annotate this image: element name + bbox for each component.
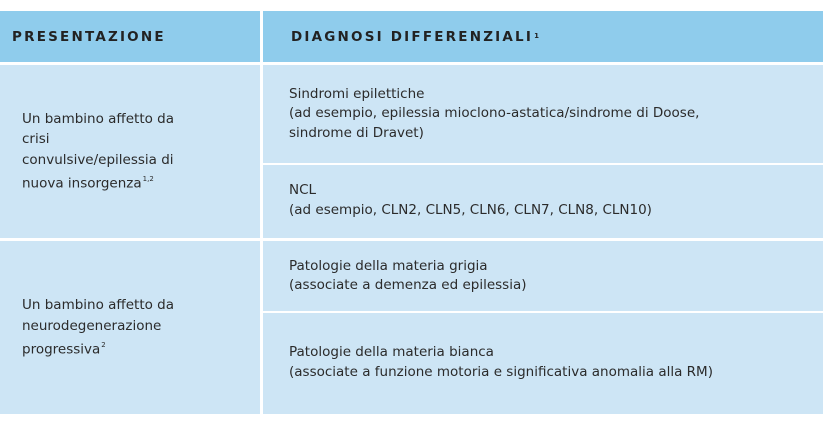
diagnoses-column xyxy=(260,65,823,238)
diagnosis-cell: Patologie della materia bianca (associate a funzione motoria e significativa anomalia alla RM) xyxy=(263,311,823,412)
differential-diagnosis-table xyxy=(0,11,823,414)
diagnosis-cell: Patologie della materia grigia (associate a demenza ed epilessia) xyxy=(289,257,527,293)
presentation-cell: Un bambino affetto da neurodegenerazione progressiva$^2$ xyxy=(22,297,175,358)
diagnosis-title: Sindromi epilettiche xyxy=(289,85,425,102)
footnote-ref: 1 xyxy=(534,31,539,40)
diagnosis-cell: Sindromi epilettiche (ad esempio, epilessia mioclono-astatica/sindrome di Doose, sindrome di Dravet) xyxy=(289,85,700,141)
header-presentation: PRESENTAZIONE xyxy=(12,28,166,45)
diagnosis-title: Patologie della materia grigia xyxy=(289,257,488,274)
presentation-cell: Un bambino affetto da crisi convulsive/epilessia di nuova insorgenza$^{1,2}$ xyxy=(22,110,175,192)
table-row-group xyxy=(0,65,823,238)
diagnosis-title: NCL xyxy=(289,182,317,198)
diagnosis-cell: NCL (ad esempio, CLN2, CLN5, CLN6, CLN7, CLN8, CLN10) xyxy=(263,163,823,236)
table-header xyxy=(0,11,823,62)
footnote-ref: 2 xyxy=(101,341,106,349)
header-diagnosis: DIAGNOSI DIFFERENZIALI $^1$ xyxy=(260,11,823,62)
footnote-ref: 1,2 xyxy=(142,175,154,184)
diagnoses-column xyxy=(260,241,823,414)
table-row-group xyxy=(0,241,823,414)
diagnosis-title: Patologie della materia bianca xyxy=(289,344,494,360)
